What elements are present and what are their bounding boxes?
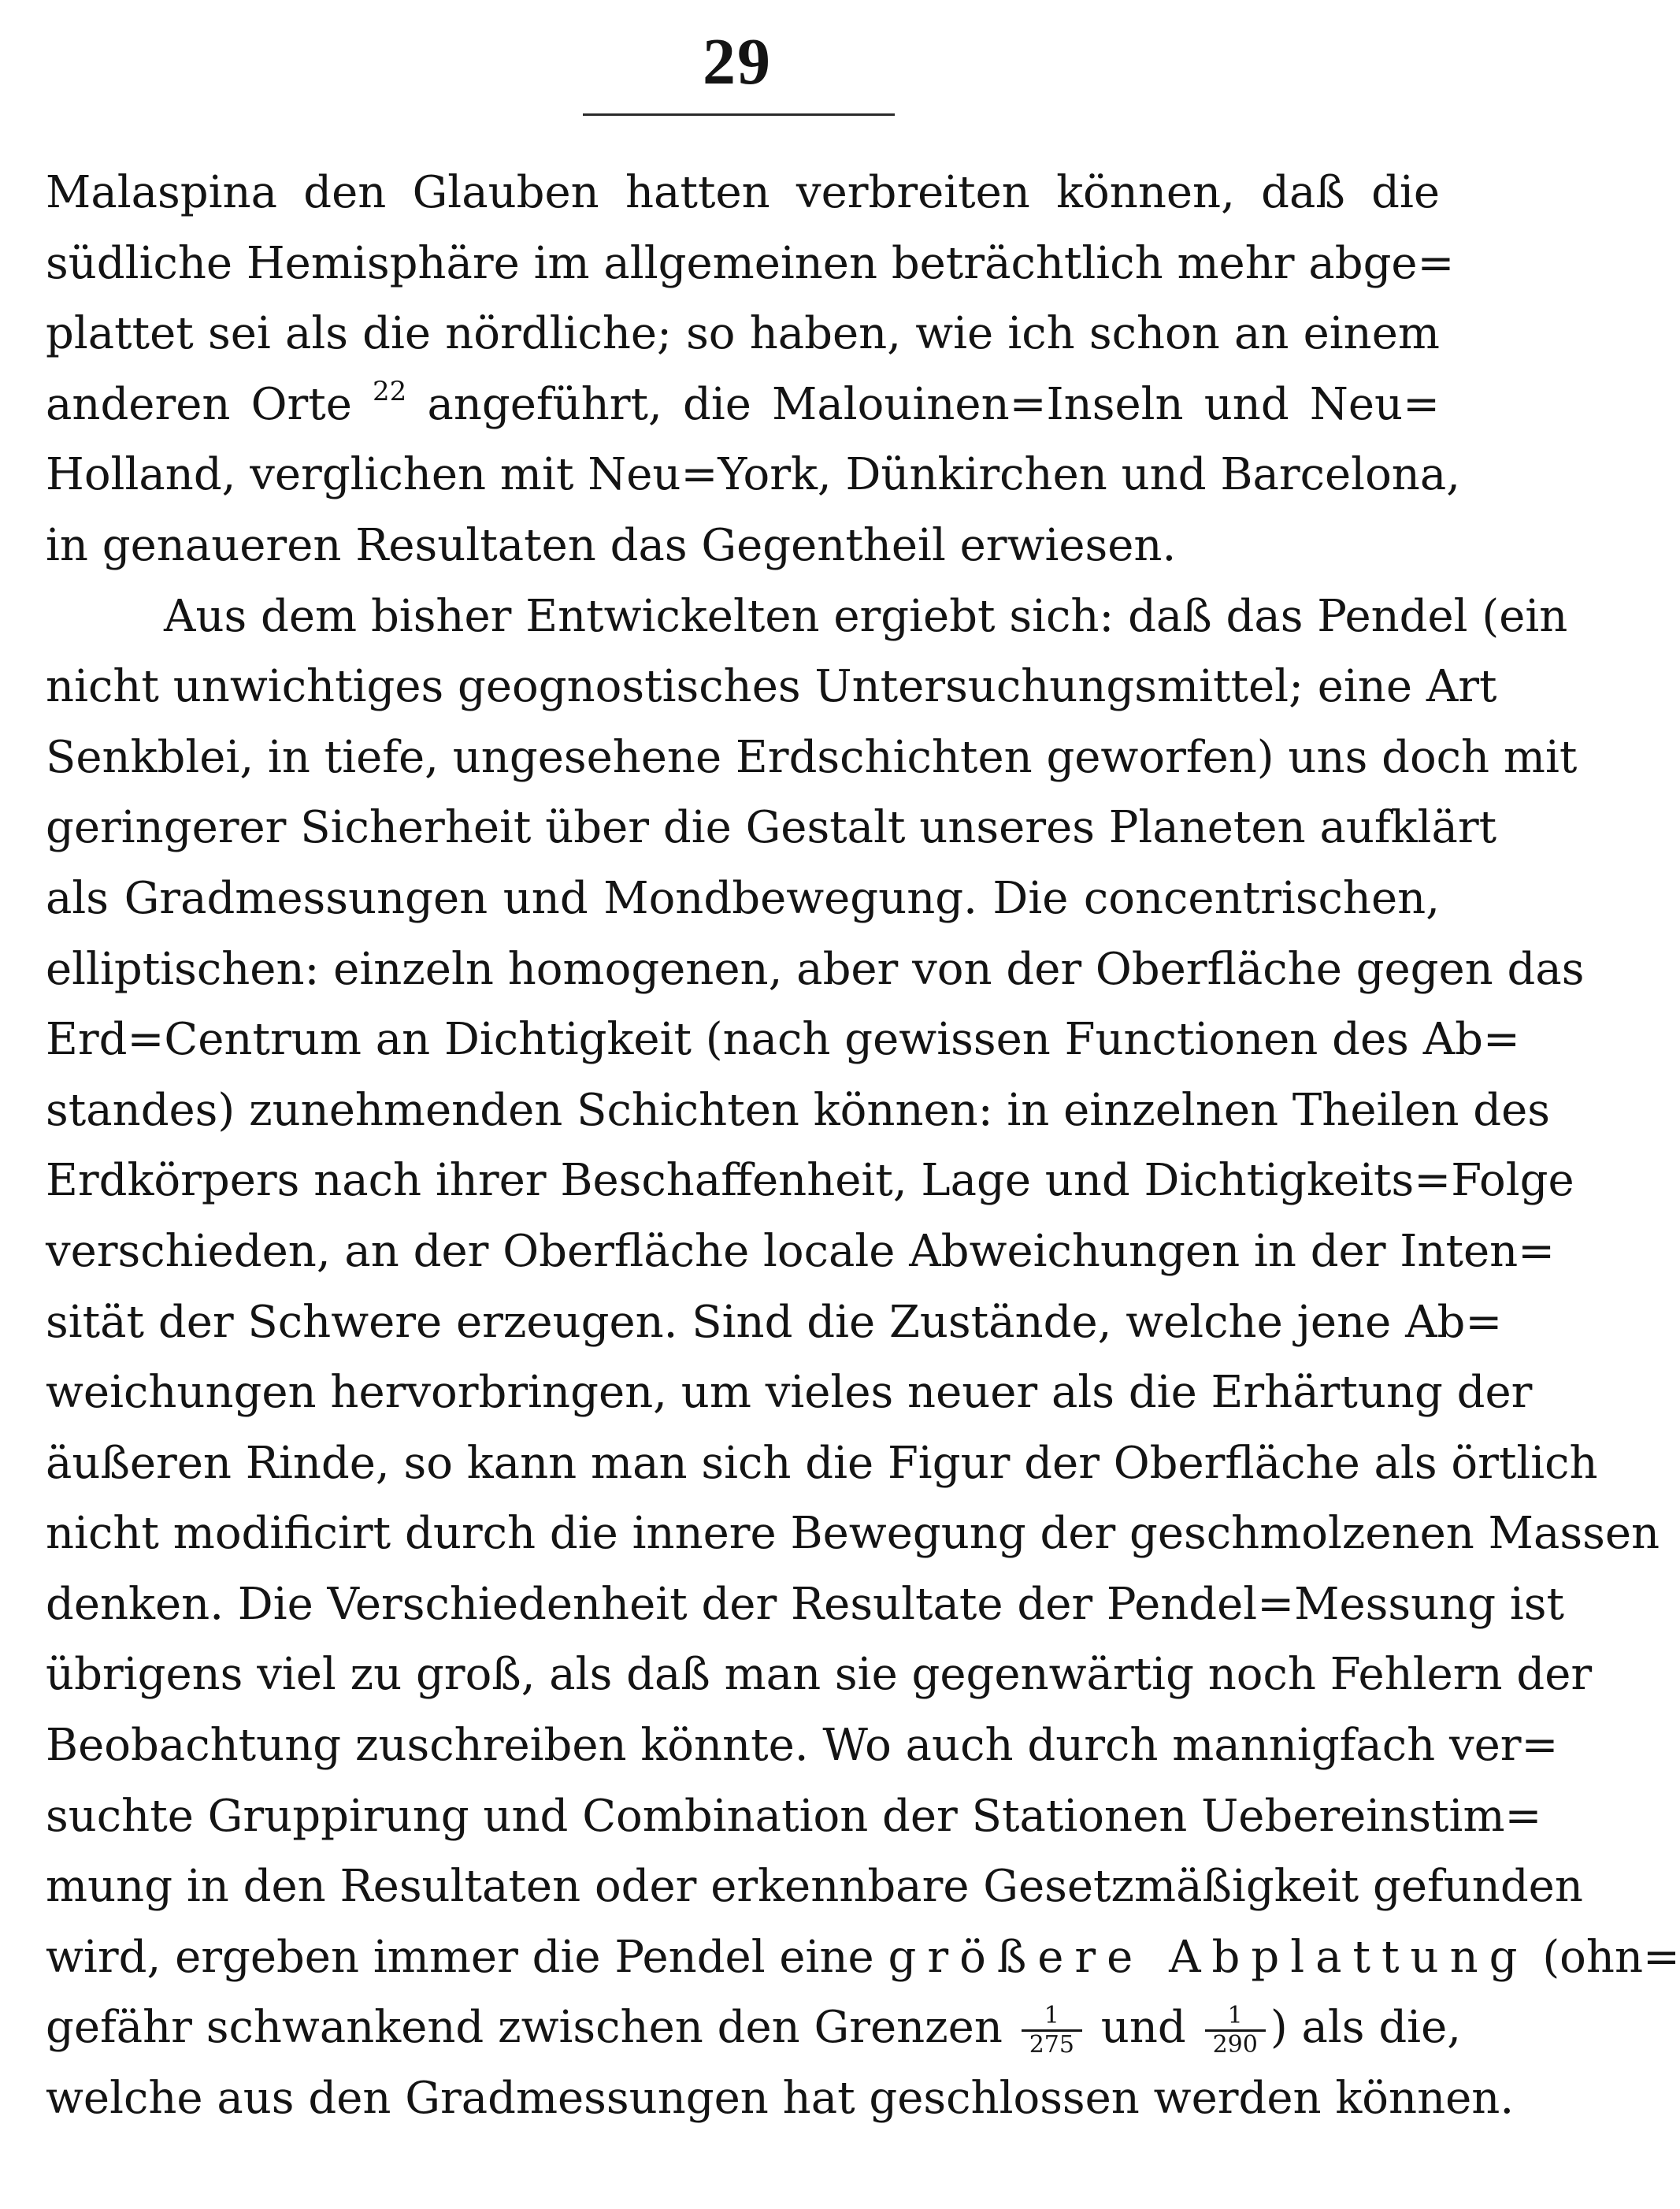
text-line: sität der Schwere erzeugen. Sind die Zustände, welche jene Ab= — [46, 1296, 1503, 1348]
body-text — [46, 158, 1680, 2134]
text-segment: (ohn= — [1542, 1931, 1680, 1983]
text-line: verschieden, an der Oberfläche locale Abweichungen in der Inten= — [46, 1225, 1556, 1277]
text-line: geringerer Sicherheit über die Gestalt unseres Planeten aufklärt — [46, 802, 1497, 854]
fraction-numerator: 1 — [1205, 2003, 1266, 2032]
text-line: suchte Gruppirung und Combination der Stationen Uebereinstim= — [46, 1790, 1542, 1842]
fraction-1-290 — [1205, 2003, 1266, 2059]
text-line: Beobachtung zuschreiben könnte. Wo auch durch mannigfach ver= — [46, 1720, 1559, 1772]
text-line: in genaueren Resultaten das Gegentheil erwiesen. — [46, 519, 1177, 571]
text-line: mung in den Resultaten oder erkennbare Gesetzmäßigkeit gefunden — [46, 1861, 1583, 1913]
paragraph-start-line: Aus dem bisher Entwickelten ergiebt sich: daß das Pendel (ein — [164, 590, 1568, 642]
text-line: Holland, verglichen mit Neu=York, Dünkirchen und Barcelona, — [46, 449, 1461, 501]
text-segment: und — [1100, 2002, 1186, 2054]
text-line — [46, 1992, 1462, 2063]
text-line — [46, 1922, 1680, 1993]
text-line: standes) zunehmenden Schichten können: in einzelnen Theilen des — [46, 1084, 1551, 1136]
page-number: 29 — [703, 25, 772, 98]
text-line: äußeren Rinde, so kann man sich die Figur der Oberfläche als örtlich — [46, 1437, 1598, 1489]
text-line: Erd=Centrum an Dichtigkeit (nach gewissen Functionen des Ab= — [46, 1014, 1520, 1066]
fraction-numerator: 1 — [1022, 2003, 1082, 2032]
fraction-denominator: 290 — [1212, 2031, 1258, 2059]
text-line: elliptischen: einzeln homogenen, aber von der Oberfläche gegen das — [46, 943, 1585, 995]
text-segment: wird, ergeben immer die Pendel eine — [46, 1931, 874, 1983]
text-line: Erdkörpers nach ihrer Beschaffenheit, Lage und Dichtigkeits=Folge — [46, 1155, 1574, 1207]
text-segment: angeführt, die Malouinen=Inseln und Neu= — [427, 378, 1440, 430]
text-line — [46, 369, 1440, 440]
text-line: nicht modificirt durch die innere Bewegung der geschmolzenen Massen — [46, 1508, 1660, 1560]
text-segment: gefähr schwankend zwischen den Grenzen — [46, 2002, 1003, 2054]
text-line: nicht unwichtiges geognostisches Untersuchungsmittel; eine Art — [46, 661, 1497, 713]
text-segment: ) als die, — [1270, 2002, 1462, 2054]
text-line: weichungen hervorbringen, um vieles neuer als die Erhärtung der — [46, 1367, 1533, 1419]
emphasized-term: größere Abplattung — [888, 1931, 1529, 1983]
text-line: welche aus den Gradmessungen hat geschlossen werden können. — [46, 2073, 1515, 2125]
text-line: übrigens viel zu groß, als daß man sie gegenwärtig noch Fehlern der — [46, 1649, 1593, 1701]
fraction-denominator: 275 — [1029, 2031, 1074, 2059]
text-segment: anderen Orte — [46, 378, 352, 430]
text-line: Senkblei, in tiefe, ungesehene Erdschichten geworfen) uns doch mit — [46, 731, 1578, 783]
text-line: plattet sei als die nördliche; so haben, wie ich schon an einem — [46, 308, 1440, 360]
text-line: Malaspina den Glauben hatten verbreiten können, daß die — [46, 167, 1440, 218]
text-line: als Gradmessungen und Mondbewegung. Die concentrischen, — [46, 872, 1440, 924]
header-rule — [583, 113, 895, 116]
fraction-1-275 — [1022, 2003, 1082, 2059]
footnote-marker: 22 — [373, 375, 407, 407]
text-line: südliche Hemisphäre im allgemeinen beträchtlich mehr abge= — [46, 237, 1455, 289]
text-line: denken. Die Verschiedenheit der Resultate der Pendel=Messung ist — [46, 1578, 1565, 1630]
